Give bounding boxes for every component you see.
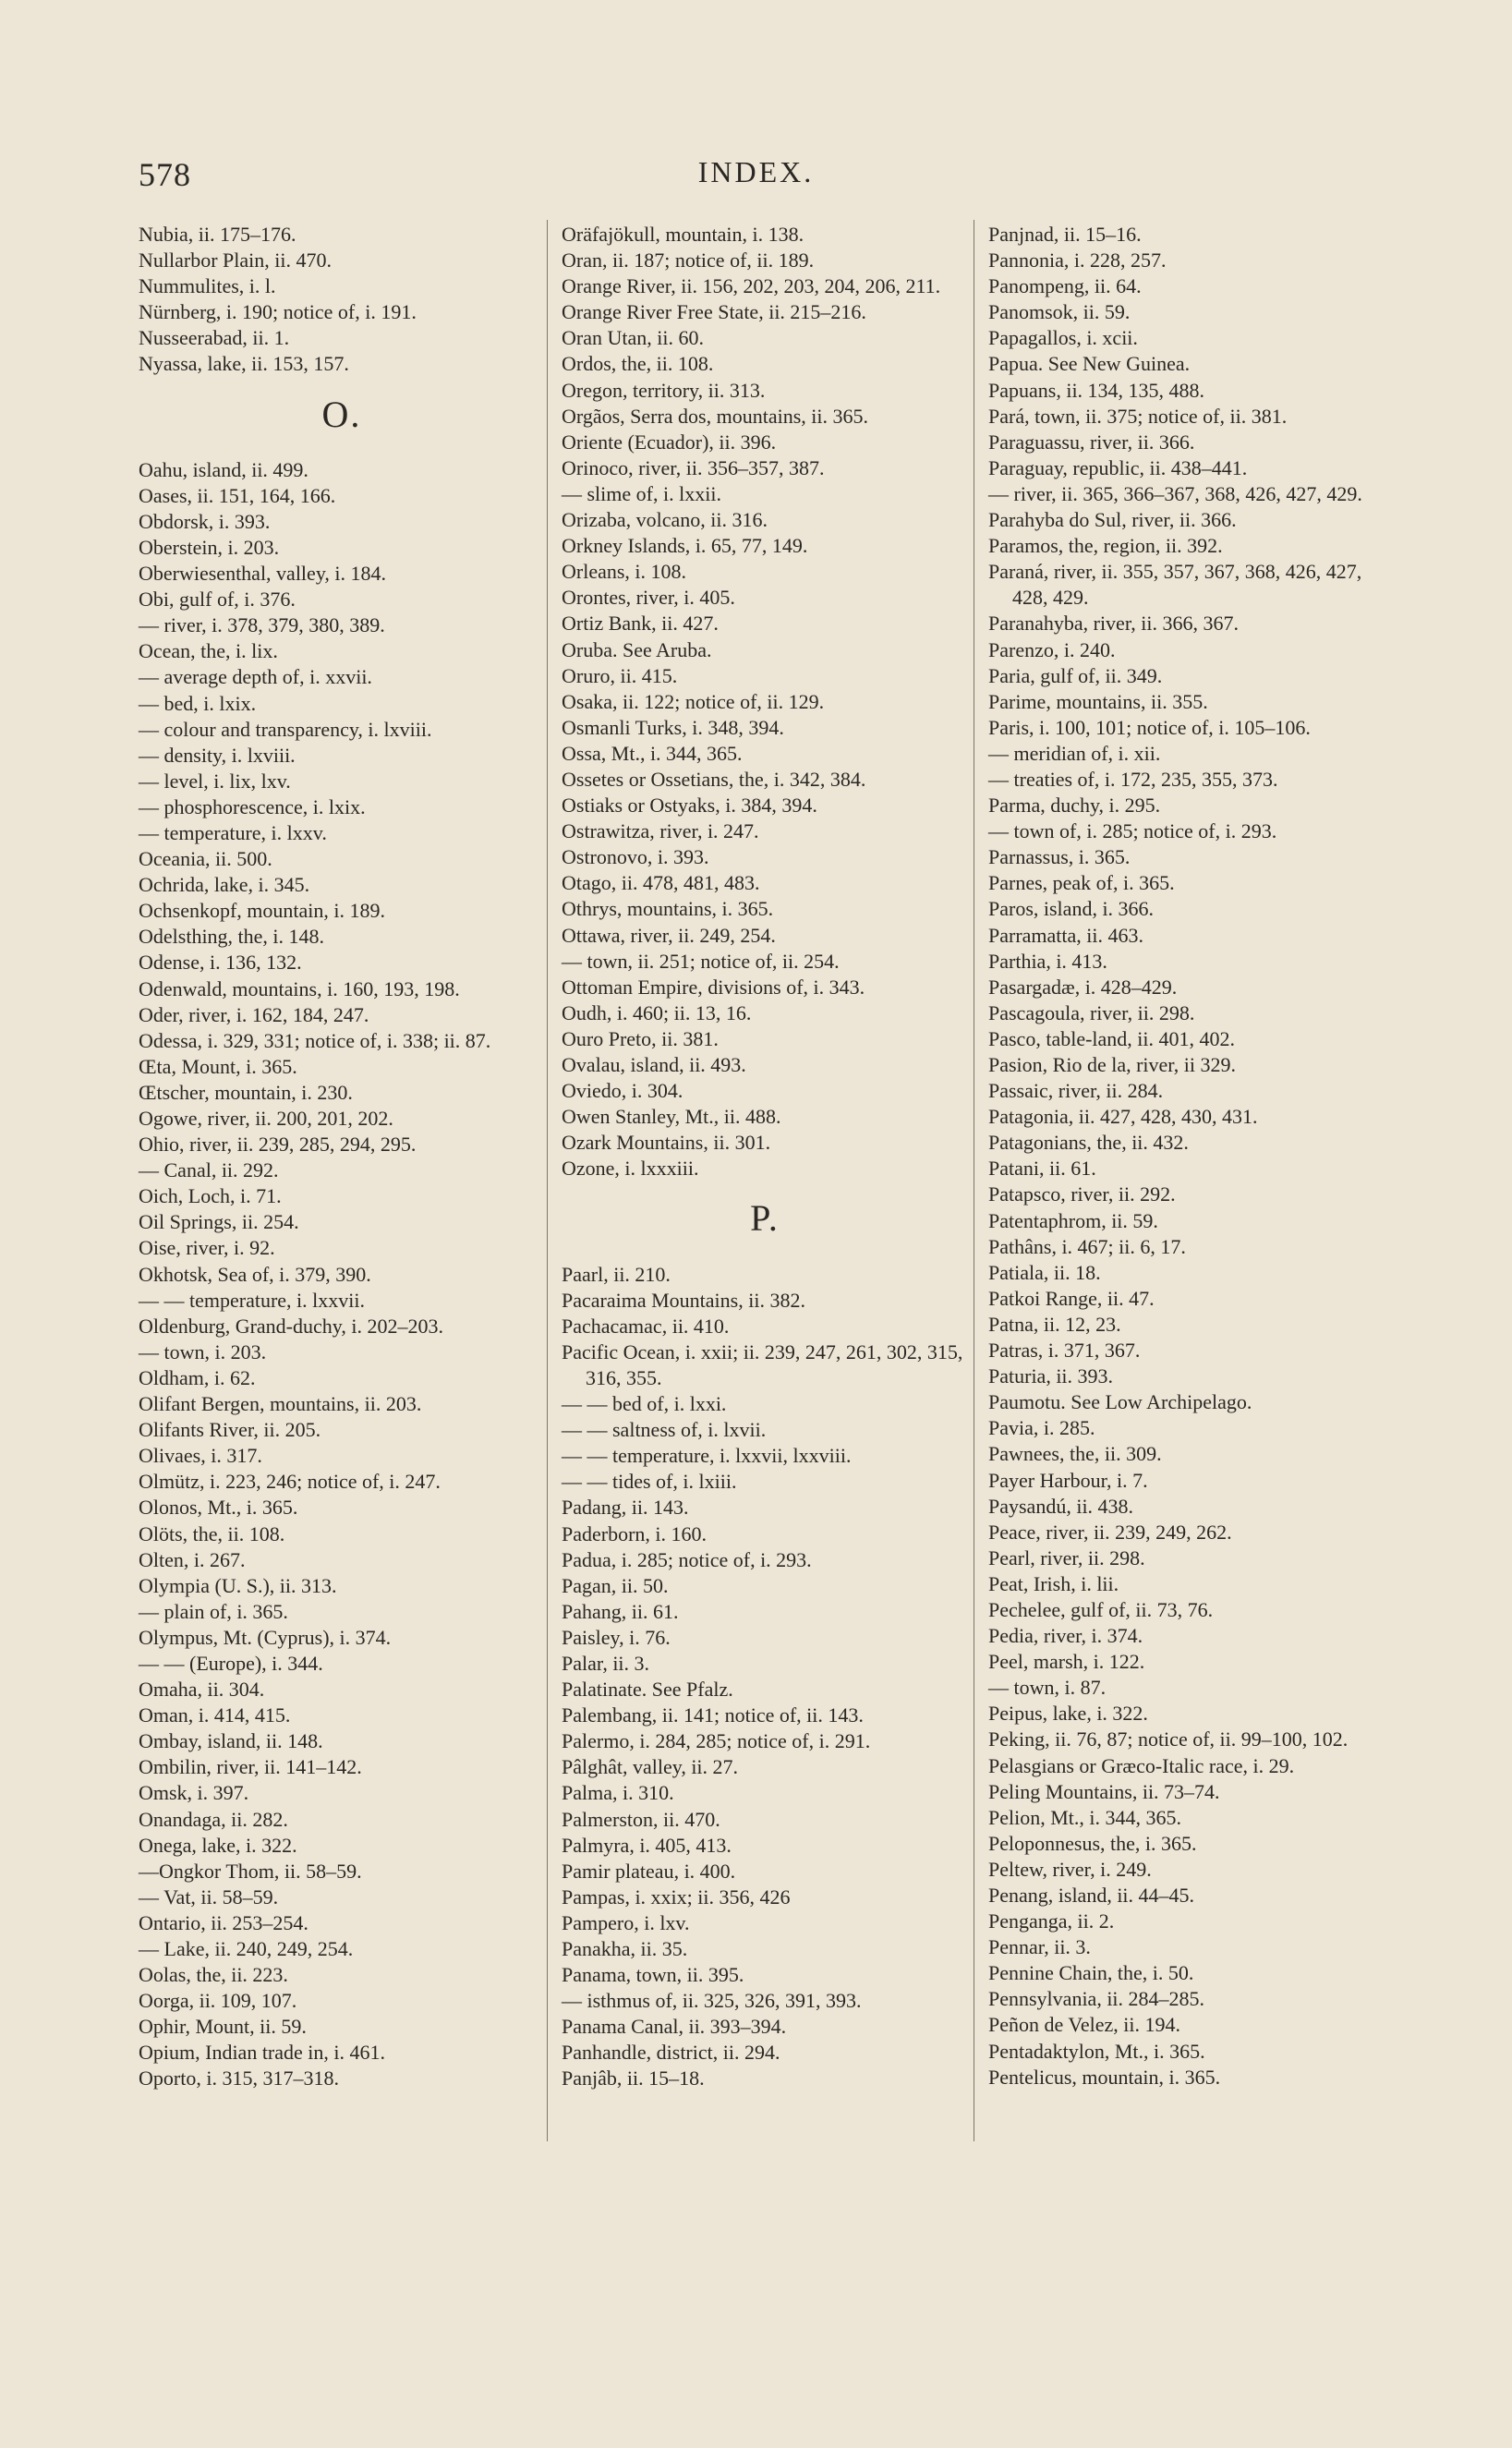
index-entry: Palar, ii. 3. xyxy=(562,1651,650,1675)
index-entry: Panama, town, ii. 395. xyxy=(562,1963,744,1987)
index-entry: Pahang, ii. 61. xyxy=(562,1599,679,1623)
index-entry: Orgãos, Serra dos, mountains, ii. 365. xyxy=(562,404,869,428)
index-entry: Pasco, table-land, ii. 401, 402. xyxy=(988,1026,1236,1050)
index-entry: Panjâb, ii. 15–18. xyxy=(562,2066,705,2090)
index-entry: Peñon de Velez, ii. 194. xyxy=(988,2013,1180,2037)
index-entry: Olmütz, i. 223, 246; notice of, i. 247. xyxy=(139,1470,441,1494)
index-entry: — isthmus of, ii. 325, 326, 391, 393. xyxy=(562,1989,862,2013)
index-entry: Patapsco, river, ii. 292. xyxy=(988,1182,1176,1206)
index-entry: Osmanli Turks, i. 348, 394. xyxy=(562,715,784,739)
index-entry: Pennsylvania, ii. 284–285. xyxy=(988,1987,1205,2011)
index-entry: Pascagoula, river, ii. 298. xyxy=(988,1000,1195,1024)
index-entry: Patentaphrom, ii. 59. xyxy=(988,1208,1158,1232)
index-entry: — average depth of, i. xxvii. xyxy=(139,665,372,689)
index-entry: Paris, i. 100, 101; notice of, i. 105–106. xyxy=(988,715,1311,739)
index-entry: Opium, Indian trade in, i. 461. xyxy=(139,2041,386,2065)
index-entry: — bed, i. lxix. xyxy=(139,691,257,715)
index-entry: Pavia, i. 285. xyxy=(988,1416,1095,1440)
index-entry: Oman, i. 414, 415. xyxy=(139,1703,291,1727)
index-entry: — plain of, i. 365. xyxy=(139,1599,288,1623)
index-entry: — treaties of, i. 172, 235, 355, 373. xyxy=(988,767,1278,791)
index-entry: Paisley, i. 76. xyxy=(562,1625,671,1649)
index-entry: — — bed of, i. lxxi. xyxy=(562,1392,727,1416)
index-entry: Pedia, river, i. 374. xyxy=(988,1624,1143,1648)
index-entry: Ossetes or Ossetians, the, i. 342, 384. xyxy=(562,767,866,791)
index-entry: Parma, duchy, i. 295. xyxy=(988,794,1161,818)
index-entry: Paraguassu, river, ii. 366. xyxy=(988,430,1195,454)
index-entry: Oise, river, i. 92. xyxy=(139,1236,275,1260)
index-entry: Ophir, Mount, ii. 59. xyxy=(139,2015,307,2039)
section-letter: O. xyxy=(321,393,362,435)
index-entry: Oruba. See Aruba. xyxy=(562,637,712,661)
index-entry: Parime, mountains, ii. 355. xyxy=(988,689,1208,713)
index-entry: Otago, ii. 478, 481, 483. xyxy=(562,871,760,895)
index-entry: Olten, i. 267. xyxy=(139,1547,246,1571)
index-entry: — phosphorescence, i. lxix. xyxy=(139,794,366,818)
index-entry: Ordos, the, ii. 108. xyxy=(562,352,714,376)
index-entry: Peace, river, ii. 239, 249, 262. xyxy=(988,1520,1232,1544)
index-entry: Peltew, river, i. 249. xyxy=(988,1857,1152,1881)
index-entry: Paraguay, republic, ii. 438–441. xyxy=(988,455,1248,479)
index-entry: Peel, marsh, i. 122. xyxy=(988,1650,1145,1674)
index-entry: Oder, river, i. 162, 184, 247. xyxy=(139,1002,369,1026)
index-entry: Nullarbor Plain, ii. 470. xyxy=(139,248,332,273)
index-entry: Orontes, river, i. 405. xyxy=(562,586,735,610)
index-entry: Ombay, island, ii. 148. xyxy=(139,1729,323,1753)
index-entry: Paumotu. See Low Archipelago. xyxy=(988,1390,1252,1414)
index-entry: Othrys, mountains, i. 365. xyxy=(562,897,774,921)
index-entry: Patiala, ii. 18. xyxy=(988,1260,1101,1284)
index-entry: Oran, ii. 187; notice of, ii. 189. xyxy=(562,248,815,273)
index-entry: Panakha, ii. 35. xyxy=(562,1937,688,1960)
index-entry: Omaha, ii. 304. xyxy=(139,1678,265,1702)
index-entry: Patna, ii. 12, 23. xyxy=(988,1312,1121,1336)
index-entry: Olympus, Mt. (Cyprus), i. 374. xyxy=(139,1625,392,1649)
index-entry: Oregon, territory, ii. 313. xyxy=(562,378,766,402)
index-entry: Ostronovo, i. 393. xyxy=(562,845,709,869)
index-column-1 xyxy=(139,222,545,2092)
index-entry: Paranahyba, river, ii. 366, 367. xyxy=(988,612,1239,636)
index-entry: Penganga, ii. 2. xyxy=(988,1909,1115,1933)
index-entry: Oolas, the, ii. 223. xyxy=(139,1963,288,1987)
index-entry: Oich, Loch, i. 71. xyxy=(139,1184,282,1208)
index-entry: Parramatta, ii. 463. xyxy=(988,923,1144,947)
index-entry: Ouro Preto, ii. 381. xyxy=(562,1026,719,1050)
index-entry: Ossa, Mt., i. 344, 365. xyxy=(562,741,743,765)
index-entry: Pelasgians or Græco-Italic race, i. 29. xyxy=(988,1753,1295,1777)
index-entry: — density, i. lxviii. xyxy=(139,743,296,767)
index-entry: Oil Springs, ii. 254. xyxy=(139,1210,299,1234)
index-entry: Ombilin, river, ii. 141–142. xyxy=(139,1755,362,1779)
index-entry: Paderborn, i. 160. xyxy=(562,1521,708,1545)
index-entry: Orkney Islands, i. 65, 77, 149. xyxy=(562,534,808,558)
index-entry: Oruro, ii. 415. xyxy=(562,663,678,687)
index-entry: Ostiaks or Ostyaks, i. 384, 394. xyxy=(562,794,817,818)
index-entry: — Canal, ii. 292. xyxy=(139,1158,279,1182)
index-entry: Nummulites, i. l. xyxy=(139,274,276,298)
index-entry: Penang, island, ii. 44–45. xyxy=(988,1884,1195,1907)
index-entry: Obi, gulf of, i. 376. xyxy=(139,588,296,612)
index-entry: Patagonia, ii. 427, 428, 430, 431. xyxy=(988,1105,1258,1129)
index-entry: Nürnberg, i. 190; notice of, i. 191. xyxy=(139,300,417,324)
index-entry: Parenzo, i. 240. xyxy=(988,637,1116,661)
index-entry: Oviedo, i. 304. xyxy=(562,1079,683,1103)
index-entry: Œta, Mount, i. 365. xyxy=(139,1054,297,1078)
page-number: 578 xyxy=(139,156,191,193)
index-entry: Oriente (Ecuador), ii. 396. xyxy=(562,430,777,454)
index-entry: Pechelee, gulf of, ii. 73, 76. xyxy=(988,1597,1214,1621)
index-entry: Parnassus, i. 365. xyxy=(988,845,1131,869)
index-entry: Oahu, island, ii. 499. xyxy=(139,457,308,481)
index-entry: Panama Canal, ii. 393–394. xyxy=(562,2015,787,2039)
index-entry: Odenwald, mountains, i. 160, 193, 198. xyxy=(139,976,460,1000)
index-entry: Pentelicus, mountain, i. 365. xyxy=(988,2065,1221,2089)
index-entry: Paros, island, i. 366. xyxy=(988,897,1155,921)
index-entry: Oporto, i. 315, 317–318. xyxy=(139,2066,339,2090)
index-entry: Paria, gulf of, ii. 349. xyxy=(988,663,1163,687)
index-entry: Papua. See New Guinea. xyxy=(988,352,1191,376)
index-entry: — river, ii. 365, 366–367, 368, 426, 427, 429. xyxy=(988,481,1362,505)
index-entry: Palmerston, ii. 470. xyxy=(562,1807,720,1831)
index-entry: Ostrawitza, river, i. 247. xyxy=(562,819,759,843)
index-entry: Oldham, i. 62. xyxy=(139,1365,256,1389)
index-entry: Olöts, the, ii. 108. xyxy=(139,1521,285,1545)
index-entry: Palma, i. 310. xyxy=(562,1781,674,1805)
index-entry: Paramos, the, region, ii. 392. xyxy=(988,534,1223,558)
index-entry: Pennine Chain, the, i. 50. xyxy=(988,1961,1194,1985)
index-column-3 xyxy=(988,222,1395,2090)
index-entry: Oudh, i. 460; ii. 13, 16. xyxy=(562,1000,752,1024)
index-entry: Pentadaktylon, Mt., i. 365. xyxy=(988,2039,1205,2063)
index-entry: Œtscher, mountain, i. 230. xyxy=(139,1080,353,1104)
index-entry: — colour and transparency, i. lxviii. xyxy=(139,717,432,741)
index-entry: Parahyba do Sul, river, ii. 366. xyxy=(988,508,1237,532)
index-entry: Paarl, ii. 210. xyxy=(562,1262,671,1286)
index-entry: Ozark Mountains, ii. 301. xyxy=(562,1131,771,1155)
index-entry: Nyassa, lake, ii. 153, 157. xyxy=(139,352,349,376)
index-entry: Oberstein, i. 203. xyxy=(139,535,280,559)
index-entry: Pelion, Mt., i. 344, 365. xyxy=(988,1805,1182,1829)
index-entry: Orange River Free State, ii. 215–216. xyxy=(562,300,866,324)
index-entry: Oases, ii. 151, 164, 166. xyxy=(139,483,336,507)
index-entry: Papagallos, i. xcii. xyxy=(988,326,1138,350)
index-entry: — Lake, ii. 240, 249, 254. xyxy=(139,1937,354,1960)
index-entry: Paraná, river, ii. 355, 357, 367, 368, 426, 427, 428, 429. xyxy=(988,560,1362,610)
index-entry: Panjnad, ii. 15–16. xyxy=(988,223,1142,246)
index-entry: — — saltness of, i. lxvii. xyxy=(562,1418,767,1442)
index-entry: Ontario, ii. 253–254. xyxy=(139,1910,308,1934)
index-entry: Pacific Ocean, i. xxii; ii. 239, 247, 261, 302, 315, 316, 355. xyxy=(562,1339,963,1389)
index-entry: Orange River, ii. 156, 202, 203, 204, 206, 211. xyxy=(562,274,941,298)
index-entry: Ortiz Bank, ii. 427. xyxy=(562,612,719,636)
index-entry: Odelsthing, the, i. 148. xyxy=(139,925,325,949)
index-entry: — level, i. lix, lxv. xyxy=(139,769,291,793)
column-divider xyxy=(547,220,548,2141)
index-entry: Orleans, i. 108. xyxy=(562,560,687,584)
index-entry: Padang, ii. 143. xyxy=(562,1496,689,1520)
index-entry: Pachacamac, ii. 410. xyxy=(562,1314,730,1338)
index-entry: Oceania, ii. 500. xyxy=(139,847,272,871)
index-entry: Olifants River, ii. 205. xyxy=(139,1418,321,1442)
index-entry: — — temperature, i. lxxvii. xyxy=(139,1288,365,1312)
index-entry: — town of, i. 285; notice of, i. 293. xyxy=(988,819,1277,843)
index-entry: Onega, lake, i. 322. xyxy=(139,1833,297,1857)
index-entry: Pawnees, the, ii. 309. xyxy=(988,1442,1162,1466)
index-entry: Odessa, i. 329, 331; notice of, i. 338; ii. 87. xyxy=(139,1028,491,1052)
index-entry: Pearl, river, ii. 298. xyxy=(988,1545,1145,1569)
index-entry: Pâlghât, valley, ii. 27. xyxy=(562,1755,739,1779)
index-entry: Oberwiesenthal, valley, i. 184. xyxy=(139,562,386,586)
index-entry: Pennar, ii. 3. xyxy=(988,1935,1091,1959)
index-entry: Pacaraima Mountains, ii. 382. xyxy=(562,1288,805,1312)
index-entry: —Ongkor Thom, ii. 58–59. xyxy=(139,1859,362,1883)
index-entry: Ochrida, lake, i. 345. xyxy=(139,873,310,897)
index-entry: — river, i. 378, 379, 380, 389. xyxy=(139,613,385,637)
index-entry: Ogowe, river, ii. 200, 201, 202. xyxy=(139,1107,393,1130)
index-entry: Oldenburg, Grand-duchy, i. 202–203. xyxy=(139,1314,443,1338)
index-entry: Payer Harbour, i. 7. xyxy=(988,1468,1148,1492)
index-entry: Olympia (U. S.), ii. 313. xyxy=(139,1573,337,1597)
index-entry: — Vat, ii. 58–59. xyxy=(139,1884,279,1909)
index-entry: Palatinate. See Pfalz. xyxy=(562,1678,733,1702)
index-entry: Onandaga, ii. 282. xyxy=(139,1807,288,1831)
index-entry: Osaka, ii. 122; notice of, ii. 129. xyxy=(562,689,825,713)
index-entry: Pasargadæ, i. 428–429. xyxy=(988,975,1178,999)
index-entry: Paysandú, ii. 438. xyxy=(988,1494,1134,1518)
index-entry: — — temperature, i. lxxvii, lxxviii. xyxy=(562,1444,852,1468)
index-entry: Ottoman Empire, divisions of, i. 343. xyxy=(562,975,865,999)
index-entry: Pasion, Rio de la, river, ii 329. xyxy=(988,1053,1236,1076)
index-entry: Parthia, i. 413. xyxy=(988,949,1107,973)
section-letter: P. xyxy=(750,1197,780,1240)
index-entry: Ottawa, river, ii. 249, 254. xyxy=(562,923,776,947)
index-entry: Owen Stanley, Mt., ii. 488. xyxy=(562,1105,781,1129)
index-entry: — meridian of, i. xii. xyxy=(988,741,1161,765)
index-entry: Pannonia, i. 228, 257. xyxy=(988,248,1167,273)
index-entry: Odense, i. 136, 132. xyxy=(139,951,302,975)
index-entry: Pampas, i. xxix; ii. 356, 426 xyxy=(562,1884,791,1909)
index-entry: Parnes, peak of, i. 365. xyxy=(988,871,1175,895)
index-entry: Panompeng, ii. 64. xyxy=(988,274,1142,298)
index-entry: Panomsok, ii. 59. xyxy=(988,300,1131,324)
index-entry: Passaic, river, ii. 284. xyxy=(988,1079,1164,1103)
index-entry: Ochsenkopf, mountain, i. 189. xyxy=(139,899,386,923)
index-entry: Nusseerabad, ii. 1. xyxy=(139,326,290,350)
index-entry: Peking, ii. 76, 87; notice of, ii. 99–100, 102. xyxy=(988,1727,1349,1751)
index-entry: Panhandle, district, ii. 294. xyxy=(562,2041,780,2065)
index-entry: Pampero, i. lxv. xyxy=(562,1910,690,1934)
index-entry: Palembang, ii. 141; notice of, ii. 143. xyxy=(562,1703,864,1727)
index-entry: Patani, ii. 61. xyxy=(988,1157,1096,1181)
index-entry: — — tides of, i. lxiii. xyxy=(562,1470,737,1494)
index-entry: — temperature, i. lxxv. xyxy=(139,820,327,844)
index-entry: Okhotsk, Sea of, i. 379, 390. xyxy=(139,1262,371,1286)
index-entry: Peat, Irish, i. lii. xyxy=(988,1571,1119,1595)
index-entry: Olifant Bergen, mountains, ii. 203. xyxy=(139,1392,422,1416)
index-entry: — town, i. 203. xyxy=(139,1339,267,1363)
index-entry: Palmyra, i. 405, 413. xyxy=(562,1833,732,1857)
index-entry: Papuans, ii. 134, 135, 488. xyxy=(988,378,1205,402)
index-entry: Pathâns, i. 467; ii. 6, 17. xyxy=(988,1234,1186,1258)
index-entry: — town, ii. 251; notice of, ii. 254. xyxy=(562,949,840,973)
index-entry: Paturia, ii. 393. xyxy=(988,1364,1114,1388)
index-entry: Olonos, Mt., i. 365. xyxy=(139,1496,298,1520)
index-entry: Patkoi Range, ii. 47. xyxy=(988,1286,1155,1310)
index-entry: Oorga, ii. 109, 107. xyxy=(139,1989,297,2013)
index-entry: Ocean, the, i. lix. xyxy=(139,639,278,663)
index-entry: Pagan, ii. 50. xyxy=(562,1573,669,1597)
index-entry: Orinoco, river, ii. 356–357, 387. xyxy=(562,455,825,479)
index-entry: Nubia, ii. 175–176. xyxy=(139,223,296,246)
index-entry: Peipus, lake, i. 322. xyxy=(988,1702,1148,1726)
running-head: INDEX. xyxy=(697,155,815,188)
index-entry: — town, i. 87. xyxy=(988,1676,1107,1700)
index-entry: Olivaes, i. 317. xyxy=(139,1444,262,1468)
index-entry: Ohio, river, ii. 239, 285, 294, 295. xyxy=(139,1133,417,1157)
index-entry: Oräfajökull, mountain, i. 138. xyxy=(562,223,804,246)
index-entry: — — (Europe), i. 344. xyxy=(139,1651,323,1675)
index-entry: Orizaba, volcano, ii. 316. xyxy=(562,508,768,532)
index-entry: Ozone, i. lxxxiii. xyxy=(562,1157,699,1181)
index-entry: Oran Utan, ii. 60. xyxy=(562,326,704,350)
index-entry: Obdorsk, i. 393. xyxy=(139,509,271,533)
index-entry: Omsk, i. 397. xyxy=(139,1781,249,1805)
index-column-2 xyxy=(562,222,968,2092)
index-entry: Ovalau, island, ii. 493. xyxy=(562,1053,746,1076)
index-entry: Palermo, i. 284, 285; notice of, i. 291. xyxy=(562,1729,871,1753)
index-entry: Pamir plateau, i. 400. xyxy=(562,1859,736,1883)
index-entry: Peloponnesus, the, i. 365. xyxy=(988,1831,1197,1855)
index-entry: Peling Mountains, ii. 73–74. xyxy=(988,1779,1220,1803)
index-entry: — slime of, i. lxxii. xyxy=(562,481,721,505)
index-entry: Pará, town, ii. 375; notice of, ii. 381. xyxy=(988,404,1288,428)
index-entry: Patagonians, the, ii. 432. xyxy=(988,1131,1189,1155)
index-entry: Patras, i. 371, 367. xyxy=(988,1339,1141,1363)
index-entry: Padua, i. 285; notice of, i. 293. xyxy=(562,1547,812,1571)
